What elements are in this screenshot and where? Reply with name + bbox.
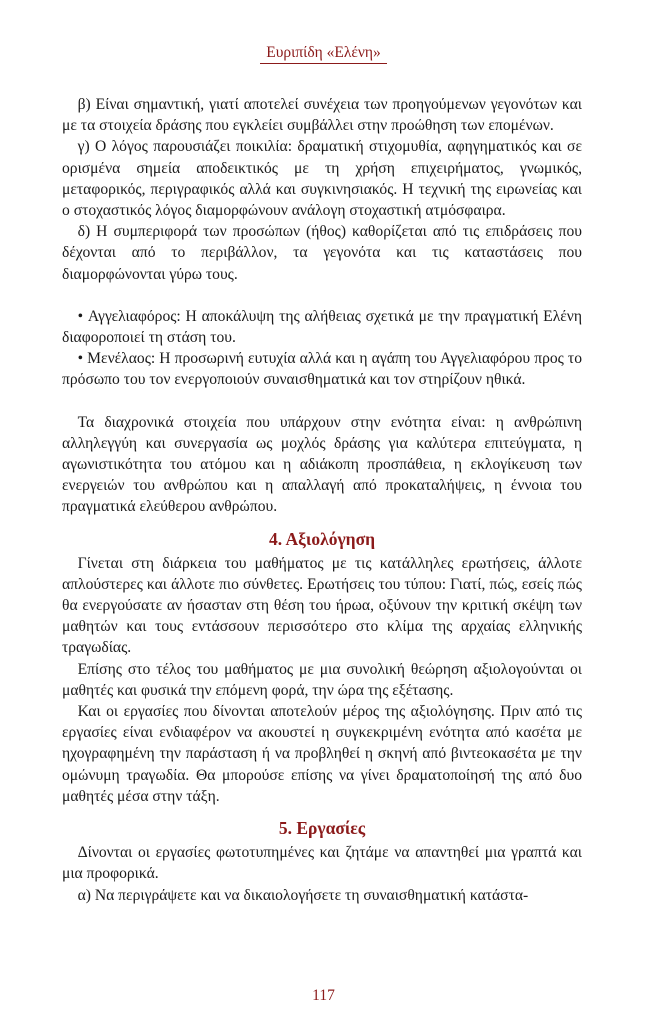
section-5-paragraph: Δίνονται οι εργασίες φωτοτυπημένες και ζητάμε να απαντηθεί μια γραπτά και μια προφορικά. (62, 844, 582, 883)
section-4-paragraph: Και οι εργασίες που δίνονται αποτελούν μέρος της αξιολόγησης. Πριν από τις εργασίες είναι ενδιαφέρον να ακουστεί η συγκεκριμένη ενότητα από κασέτα με ηχογραφημένη την παράσταση ή να προβληθεί η σκηνή από βιντεοκασέτα με την ομώνυμη τραγωδία. Θα μπορούσε επίσης να γίνει δραματοποίησή της από δυο μαθητές μέσα στην τάξη. (62, 703, 582, 805)
paragraph-c: γ) Ο λόγος παρουσιάζει ποικιλία: δραματική στιχομυθία, αφηγηματικός και σε ορισμένα σημεία αποδεικτικός με τη χρήση επιχειρήματος, γνωμικός, μεταφορικός, περιγραφικός αλλά και συγκινησιακός. Η τεχνική της ειρωνείας και ο στοχαστικός λόγος διαμορφώνουν ανάλογη στοχαστική ατμόσφαιρα. (62, 138, 582, 220)
diachronic-paragraph: Τα διαχρονικά στοιχεία που υπάρχουν στην ενότητα είναι: η ανθρώπινη αλληλεγγύη και συνεργασία ως μοχλός δράσης για καλύτερα επιτεύγματα, η αγωνιστικότητα του ατόμου και η αδιάκοπη προσπάθεια, η εκλογίκευση των ενεργειών του ανθρώπου και η απαλλαγή από προκαταλήψεις, η έννοια του πραγματικά ελεύθερου ανθρώπου. (62, 413, 582, 516)
running-head (0, 44, 647, 62)
running-title: Ευριπίδη «Ελένη» (260, 44, 386, 64)
page-content (62, 94, 582, 906)
section-5-heading: 5. Εργασίες (278, 818, 366, 839)
paragraph-d: δ) Η συμπεριφορά των προσώπων (ήθος) καθορίζεται από τις επιδράσεις που δέχονται από το περιβάλλον, τα γεγονότα και τις καταστάσεις που διαμορφώνονται γύρω τους. (62, 223, 582, 283)
section-4-heading: 4. Αξιολόγηση (268, 528, 376, 549)
page-number: 117 (312, 987, 335, 1004)
paragraph-b: β) Είναι σημαντική, γιατί αποτελεί συνέχεια των προηγούμενων γεγονότων και με τα στοιχεία δράσης που εγκλείει συμβάλλει στην προώθηση των επομένων. (62, 96, 582, 135)
section-4-paragraph: Γίνεται στη διάρκεια του μαθήματος με τις κατάλληλες ερωτήσεις, άλλοτε απλούστερες και άλλοτε πιο σύνθετες. Ερωτήσεις του τύπου: Γιατί, πώς, εσείς πώς θα ενεργούσατε αν ήσασταν στη θέση του ήρωα, οξύνουν την κριτική σκέψη των μαθητών και τους εντάσσουν περισσότερο στο κλίμα της αρχαίας ελληνικής τραγωδίας. (62, 554, 582, 657)
section-4-paragraph: Επίσης στο τέλος του μαθήματος με μια συνολική θεώρηση αξιολογούνται οι μαθητές και φυσικά την επόμενη φορά, την ώρα της εξέτασης. (62, 660, 582, 699)
bullet-menelaus: • Μενέλαος: Η προσωρινή ευτυχία αλλά και η αγάπη του Αγγελιαφόρου προς το πρόσωπο του τον ενεργοποιούν συναισθηματικά και τον στηρίζουν ηθικά. (62, 348, 582, 390)
section-5-paragraph: α) Να περιγράψετε και να δικαιολογήσετε τη συναισθηματική κατάστα- (77, 886, 529, 904)
bullet-messenger: • Αγγελιαφόρος: Η αποκάλυψη της αλήθειας σχετικά με την πραγματική Ελένη διαφοροποιεί τη στάση του. (62, 306, 582, 348)
